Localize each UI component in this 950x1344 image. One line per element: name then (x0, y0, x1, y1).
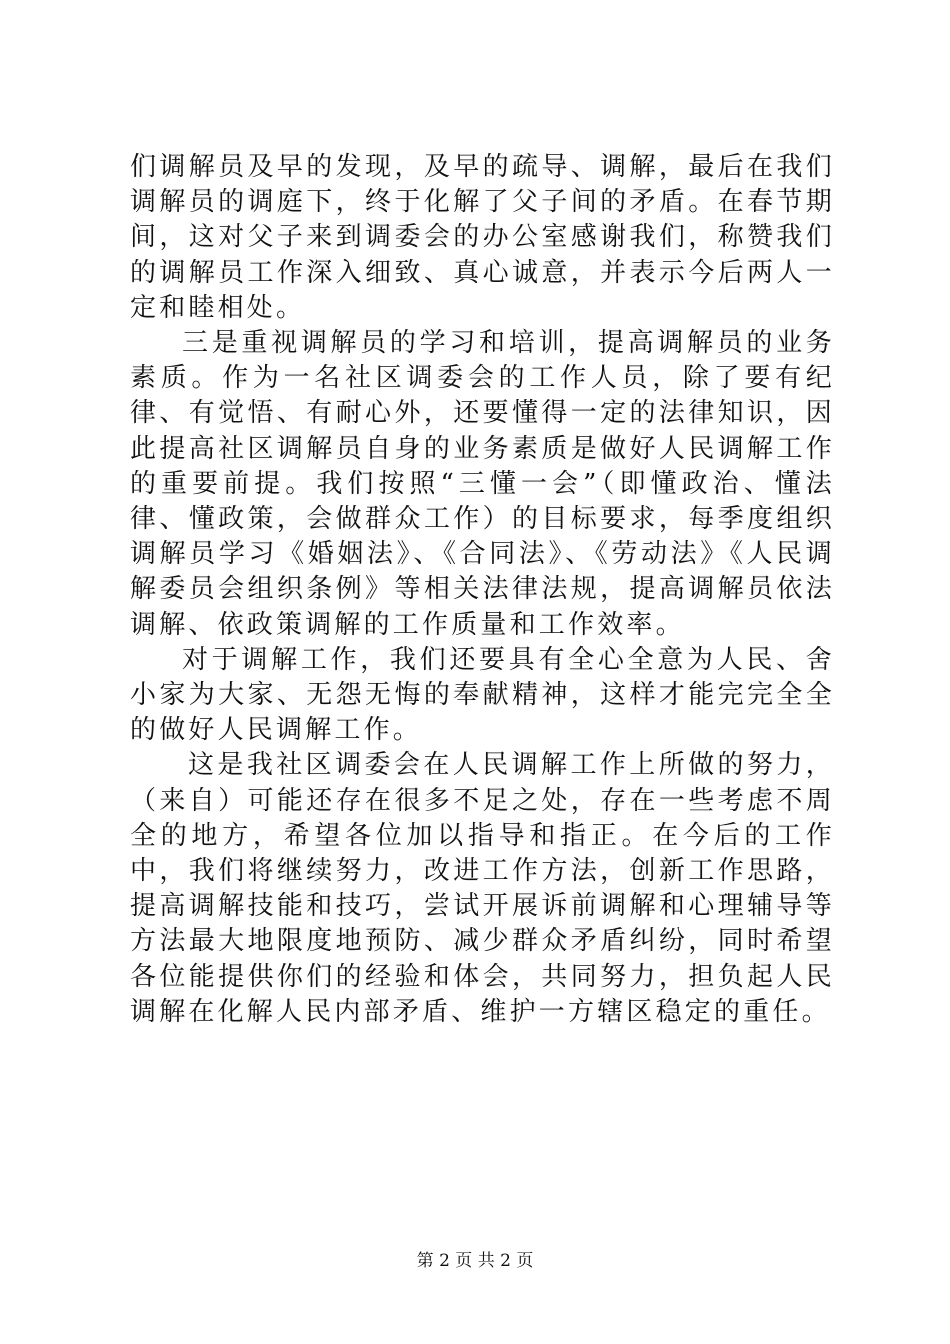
page-number-footer: 第 2 页 共 2 页 (416, 1251, 534, 1271)
paragraph-1: 们调解员及早的发现，及早的疏导、调解，最后在我们调解员的调庭下，终于化解了父子间的矛盾。在春节期间，这对父子来到调委会的办公室感谢我们，称赞我们的调解员工作深入细致、真心诚意，并表示今后两人一定和睦相处。 (130, 152, 835, 323)
paragraph-2: 三是重视调解员的学习和培训，提高调解员的业务素质。作为一名社区调委会的工作人员，除了要有纪律、有觉悟、有耐心外，还要懂得一定的法律知识，因此提高社区调解员自身的业务素质是做好人民调解工作的重要前提。我们按照“三懂一会”（即懂政治、懂法律、懂政策，会做群众工作）的目标要求，每季度组织调解员学习《婚姻法》、《合同法》、《劳动法》《人民调解委员会组织条例》等相关法律法规，提高调解员依法调解、依政策调解的工作质量和工作效率。 (130, 328, 835, 640)
document-body (130, 150, 835, 1030)
paragraph-3: 对于调解工作，我们还要具有全心全意为人民、舍小家为大家、无怨无悔的奉献精神，这样才能完完全全的做好人民调解工作。 (130, 644, 835, 746)
paragraph-4: 这是我社区调委会在人民调解工作上所做的努力，（来自）可能还存在很多不足之处，存在一些考虑不周全的地方，希望各位加以指导和指正。在今后的工作中，我们将继续努力，改进工作方法，创新工作思路，提高调解技能和技巧，尝试开展诉前调解和心理辅导等方法最大地限度地预防、减少群众矛盾纠纷，同时希望各位能提供你们的经验和体会，共同努力，担负起人民调解在化解人民内部矛盾、维护一方辖区稳定的重任。 (130, 750, 835, 1027)
